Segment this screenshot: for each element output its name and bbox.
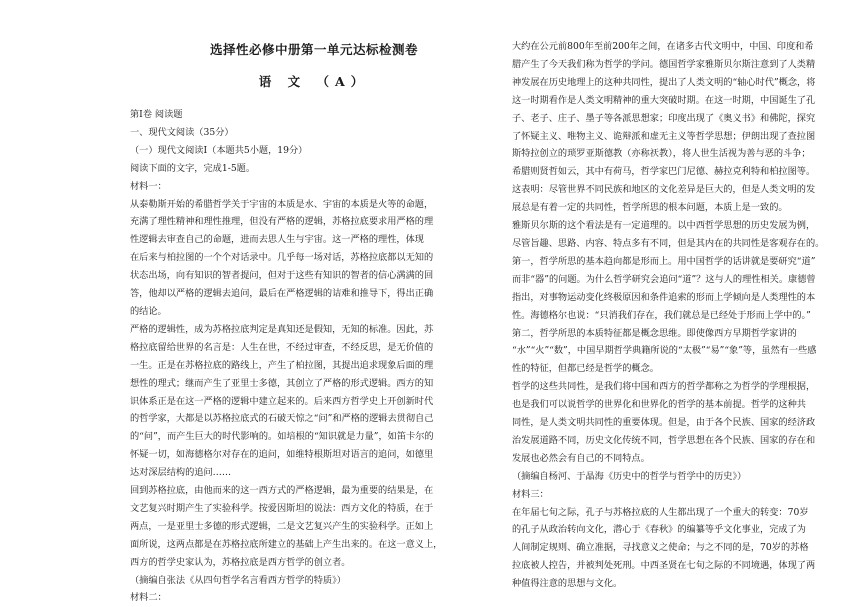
text-line: 面所说，这两点都是在苏格拉底所建立的基础上产生出来的。在这一意义上，	[130, 538, 443, 550]
text-line: 西方的哲学史家认为，苏格拉底是西方哲学的创立者。	[130, 556, 351, 568]
text-line: 的结论。	[130, 305, 167, 317]
text-line: 识体系正是在这一严格的逻辑中建立起来的。后来西方哲学史上开创新时代	[130, 395, 434, 407]
left-body-text	[130, 106, 498, 607]
left-column	[130, 0, 498, 607]
text-line: 的“问”，而产生巨大的时代影响的。如培根的“知识就是力量”，如笛卡尔的	[130, 431, 434, 443]
text-line: 格拉底留给世界的名言是：人生在世，不经过审查，不经反思，是无价值的	[130, 341, 434, 353]
page-subtitle: 语 文 （A）	[258, 74, 370, 89]
text-line: 雅斯贝尔斯的这个看法是有一定道理的。以中西哲学思想的历史发展为例，	[512, 220, 816, 232]
text-line: 神发展在历史地理上的这种共同性，提出了人类文明的“轴心时代”概念，将	[512, 76, 816, 88]
text-line: （摘编自杨河、于晶海《历史中的哲学与哲学中的历史》）	[512, 470, 747, 482]
text-line: 达对深层结构的追问……	[130, 467, 232, 479]
text-line: 在年届七旬之际，孔子与苏格拉底的人生都出现了一个重大的转变：70岁	[512, 506, 809, 518]
text-line: 性的特征，但都已经是哲学的概念。	[512, 363, 659, 375]
text-line: 阅读下面的文字，完成1-5题。	[130, 162, 256, 174]
text-line: 一生。正是在苏格拉底的路线上，产生了柏拉图，其提出追求现象后面的理	[130, 359, 434, 371]
text-line: 治发展道路不同，历史文化传统不同，哲学思想在各个民族、国家的存在和	[512, 434, 816, 446]
page-title: 选择性必修中册第一单元达标检测卷	[209, 42, 418, 57]
text-line: 尽管旨趣、思路、内容、特点多有不同，但是其内在的共同性是客观存在的。	[512, 237, 825, 249]
text-line: 严格的逻辑性，成为苏格拉底判定是真知还是假知，无知的标准。因此，苏	[130, 323, 434, 335]
text-line: 材料二：	[130, 592, 167, 604]
right-body-text	[512, 38, 852, 593]
text-line: 腊产生了今天我们称为哲学的学问。德国哲学家雅斯贝尔斯注意到了人类精	[512, 58, 816, 70]
text-line: 发展也必然会有自己的不同特点。	[512, 452, 650, 464]
text-line: 状态出场，向有知识的智者提问，但对于这些有知识的智者的信心满满的回	[130, 270, 434, 282]
text-line: 指出，对事物运动变化终极原因和条件追索的形而上学倾向是人类理性的本	[512, 291, 816, 303]
text-line: 充满了理性精神和理性推理，但没有严格的逻辑，苏格拉底要求用严格的理	[130, 216, 434, 228]
text-line: （摘编自张法《从四句哲学名言看西方哲学的特质》）	[130, 574, 346, 586]
text-line: 斯特拉创立的琐罗亚斯德教（亦称祆教），将人世生活视为善与恶的斗争；	[512, 148, 811, 160]
text-line: 的孔子从政治转向文化，潜心于《春秋》的编纂等乎文化事业，完成了为	[512, 524, 806, 536]
text-line: 材料一：	[130, 180, 167, 192]
text-line: 这表明：尽管世界不同民族和地区的文化差异是巨大的，但是人类文明的发	[512, 184, 816, 196]
text-line: 第二，哲学所思的本质特征都是概念思维。即使像西方早期哲学家讲的	[512, 327, 797, 339]
text-line: 文艺复兴时期产生了实验科学。按爱因斯坦的说法：西方文化的特质，在于	[130, 502, 434, 514]
text-line: 从泰勒斯开始的希腊哲学关于宇宙的本质是水、宇宙的本质是火等的命题，	[130, 198, 434, 210]
text-line: 怀疑一切，如海德格尔对存在的追问，如维特根斯坦对语言的追问，如德里	[130, 449, 434, 461]
text-line: 一、现代文阅读（35分）	[130, 126, 234, 138]
text-line: 希腊则贤哲如云，其中有荷马，哲学家巴门尼德、赫拉克利特和柏拉图等。	[512, 166, 816, 178]
text-line: 拉底被人控告，并被判处死刑。中西圣贤在七旬之际的不同境遇，体现了两	[512, 560, 816, 572]
text-line: 答，他却以严格的逻辑去追问，最后在严格逻辑的诘难和推导下，得出正确	[130, 288, 434, 300]
text-line: 种值得注意的思想与文化。	[512, 578, 623, 590]
text-line: 大约在公元前800年至前200年之间，在诸多古代文明中，中国、印度和希	[512, 41, 814, 52]
text-line: 第一，哲学所思的基本趋向都是形而上。用中国哲学的话讲就是要研究“道”	[512, 255, 816, 267]
text-line: 性。海德格尔也说：“只消我们存在，我们就总是已经处于形而上学中的。”	[512, 309, 811, 321]
right-column	[512, 0, 852, 607]
text-line: 人间制定规则、确立准据，寻找意义之使命；与之不同的是，70岁的苏格	[512, 542, 809, 554]
text-line: 材料三：	[512, 488, 549, 500]
text-line: （一）现代文阅读Ⅰ（本题共5小题，19分）	[130, 144, 308, 156]
text-line: 了怀疑主义、唯物主义、诡辩派和虚无主义等哲学思想；伊朗出现了查拉图	[512, 130, 816, 142]
text-line: 两点，一是亚里士多德的形式逻辑，二是文艺复兴产生的实验科学。正如上	[130, 520, 434, 532]
text-line: 在后来与柏拉图的一个个对话录中。几乎每一场对话，苏格拉底都以无知的	[130, 252, 434, 264]
text-line: 同性，是人类文明共同性的重要体现。但是，由于各个民族、国家的经济政	[512, 417, 816, 429]
text-line: 想性的理式；继而产生了亚里士多德，其创立了严格的形式逻辑。西方的知	[130, 377, 434, 389]
text-line: 这一时期看作是人类文明精神的重大突破时期。在这一时期，中国诞生了孔	[512, 94, 816, 106]
text-line: “水”“火”“数”，中国早期哲学典籍所说的“太极”“易”“象”等，虽然有一些感	[512, 345, 817, 357]
text-line: 也是我们可以说哲学的世界化和世界化的哲学的基本前提。哲学的这种共	[512, 399, 806, 411]
text-line: 回到苏格拉底，由他而来的这一西方式的严格逻辑，最为重要的结果是，在	[130, 485, 434, 497]
text-line: 展总是有着一定的共同性，哲学所思的根本问题，本质上是一致的。	[512, 202, 788, 214]
text-line: 而非“器”的问题。为什么哲学研究会追问“道”？这与人的理性相关。康德曾	[512, 273, 816, 285]
text-line: 哲学的这些共同性，是我们将中国和西方的哲学都称之为哲学的学理根据，	[512, 381, 816, 393]
text-line: 第Ⅰ卷 阅读题	[130, 109, 183, 120]
text-line: 的哲学家，大都是以苏格拉底式的石破天惊之“问”和严格的逻辑去贯彻自己	[130, 413, 434, 425]
text-line: 性逻辑去审查自己的命题，进而去思人生与宇宙。这一严格的理性，体现	[130, 234, 424, 246]
text-line: 子、老子、庄子、墨子等各派思想家；印度出现了《奥义书》和佛陀，探究	[512, 112, 816, 124]
